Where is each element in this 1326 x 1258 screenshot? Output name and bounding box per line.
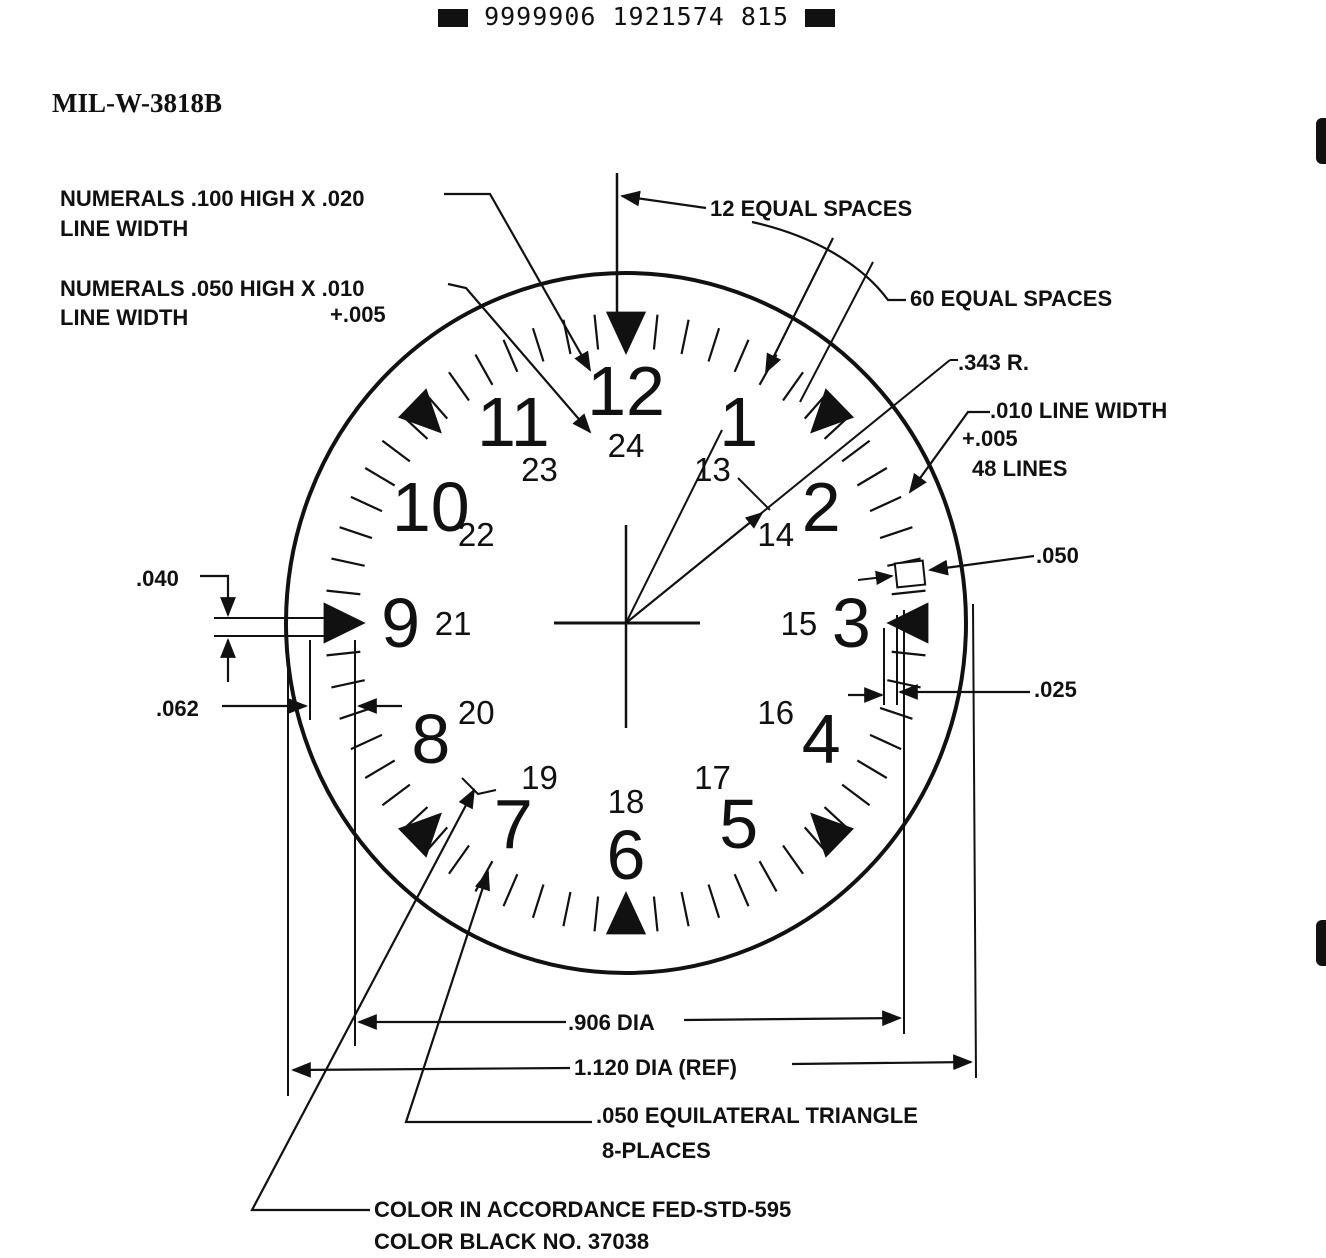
- minute-tick: [857, 468, 886, 486]
- minute-tick: [654, 896, 658, 931]
- index-triangle: [606, 312, 646, 355]
- hour24-numeral-14: 14: [757, 516, 795, 553]
- hour24-numeral-21: 21: [434, 605, 472, 642]
- note-12-equal-spaces: 12 EQUAL SPACES: [710, 196, 913, 221]
- hour24-numeral-16: 16: [757, 694, 795, 731]
- spacing-arrow-1: [766, 238, 833, 372]
- arrow-906-right: [684, 1018, 900, 1020]
- note-triangle-1: .050 EQUILATERAL TRIANGLE: [596, 1103, 918, 1128]
- minute-tick: [709, 885, 720, 918]
- hour24-numeral-17: 17: [694, 759, 731, 797]
- hour-numeral-3: 3: [831, 584, 871, 662]
- hour-numeral-12: 12: [587, 352, 665, 430]
- note-906-dia: .906 DIA: [568, 1010, 655, 1035]
- leader-color: [252, 790, 474, 1210]
- minute-tick: [382, 441, 410, 462]
- note-numerals-small-1: NUMERALS .050 HIGH X .010: [60, 276, 365, 301]
- hour-numeral-2: 2: [801, 468, 841, 546]
- hour-numeral-6: 6: [606, 816, 646, 894]
- minute-tick: [475, 355, 492, 385]
- hour24-numeral-22: 22: [457, 516, 495, 553]
- hour-numeral-1: 1: [719, 383, 759, 462]
- index-triangle: [398, 813, 442, 858]
- hour-numeral-5: 5: [719, 784, 759, 863]
- index-triangle: [810, 388, 854, 433]
- barcode-text: 9999906 1921574 815: [484, 2, 790, 31]
- note-numerals-large-1: NUMERALS .100 HIGH X .020: [60, 186, 365, 211]
- hour24-numeral-20: 20: [457, 694, 495, 731]
- minute-tick: [331, 680, 364, 687]
- minute-tick: [504, 874, 518, 906]
- hour24-numeral-18: 18: [607, 783, 645, 820]
- document-number: MIL-W-3818B: [52, 88, 222, 118]
- note-radius: .343 R.: [958, 350, 1029, 375]
- minute-tick: [880, 708, 912, 719]
- note-60-equal-spaces: 60 EQUAL SPACES: [910, 286, 1113, 311]
- minute-tick: [331, 559, 364, 566]
- arrow-1120-right: [792, 1062, 971, 1064]
- hour-numeral-7: 7: [493, 784, 533, 863]
- hour-numeral-4: 4: [801, 700, 841, 778]
- arrow-13-14: [738, 478, 770, 510]
- width-box: [895, 561, 925, 588]
- minute-tick: [533, 885, 544, 918]
- minute-tick: [563, 892, 570, 926]
- note-color-2: COLOR BLACK NO. 37038: [374, 1229, 650, 1254]
- leader-color-tick: [462, 778, 496, 794]
- hour-numeral-11: 11: [476, 383, 550, 462]
- note-48-lines: 48 LINES: [972, 456, 1068, 481]
- hour-numeral-9: 9: [381, 584, 421, 662]
- minute-tick: [682, 892, 689, 926]
- minute-tick: [533, 328, 544, 361]
- leader-12-spaces: [622, 196, 706, 208]
- minute-tick: [595, 896, 599, 931]
- minute-tick: [365, 468, 394, 486]
- hour24-numeral-19: 19: [521, 759, 558, 797]
- leader-040: [200, 576, 228, 615]
- note-line-width: .010 LINE WIDTH: [990, 398, 1168, 423]
- minute-tick: [857, 761, 886, 779]
- hour-numeral-10: 10: [391, 468, 470, 546]
- index-triangle: [606, 891, 646, 934]
- note-050: .050: [1036, 543, 1079, 568]
- width-arrow: [858, 576, 892, 580]
- leader-050: [930, 556, 1034, 570]
- index-triangle: [398, 388, 442, 433]
- note-numerals-small-2: LINE WIDTH: [60, 305, 189, 330]
- minute-tick: [365, 761, 394, 779]
- minute-tick: [654, 315, 658, 350]
- note-line-width-tol: +.005: [962, 426, 1018, 451]
- index-triangle: [886, 602, 928, 643]
- minute-tick: [449, 372, 469, 400]
- hour24-numeral-24: 24: [607, 427, 645, 464]
- leader-60-spaces: [752, 222, 906, 300]
- note-numerals-small-tol: +.005: [330, 302, 386, 327]
- hour24-numeral-23: 23: [521, 450, 558, 488]
- radius-arrow: [626, 513, 762, 623]
- minute-tick: [709, 328, 720, 361]
- arrow-1120-left: [293, 1068, 570, 1070]
- note-040: .040: [136, 566, 179, 591]
- hour24-numeral-15: 15: [780, 605, 818, 642]
- note-062: .062: [156, 696, 199, 721]
- minute-tick: [382, 785, 410, 806]
- hour24-numeral-13: 13: [694, 450, 731, 488]
- note-color-1: COLOR IN ACCORDANCE FED-STD-595: [374, 1197, 792, 1222]
- minute-tick: [842, 785, 870, 806]
- note-triangle-2: 8-PLACES: [602, 1138, 711, 1163]
- minute-tick: [351, 497, 382, 511]
- minute-tick: [870, 735, 901, 749]
- hour-numeral-8: 8: [411, 700, 451, 778]
- index-triangle: [810, 813, 854, 858]
- note-025: .025: [1034, 677, 1077, 702]
- minute-tick: [892, 591, 926, 595]
- minute-tick: [880, 527, 912, 538]
- minute-tick: [340, 527, 372, 538]
- minute-tick: [449, 845, 469, 873]
- minute-tick: [327, 591, 361, 595]
- note-1120-dia: 1.120 DIA (REF): [574, 1055, 738, 1080]
- minute-tick: [735, 340, 749, 372]
- minute-tick: [682, 320, 689, 354]
- minute-tick: [783, 372, 803, 400]
- ext-line-1120-right: [973, 604, 976, 1078]
- minute-tick: [783, 845, 803, 873]
- minute-tick: [760, 861, 777, 891]
- minute-tick: [735, 874, 749, 906]
- note-numerals-large-2: LINE WIDTH: [60, 216, 189, 241]
- minute-tick: [870, 497, 901, 511]
- index-triangle: [324, 602, 366, 643]
- minute-tick: [595, 315, 599, 350]
